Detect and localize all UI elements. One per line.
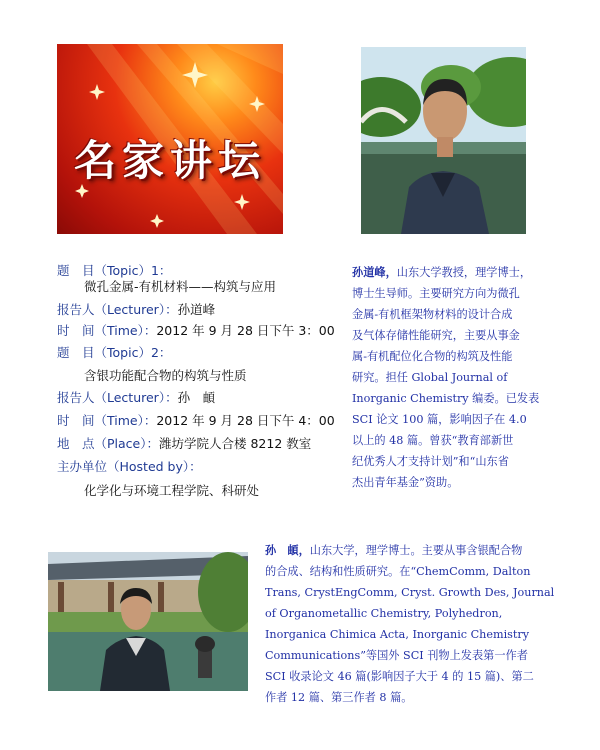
talk-2-topic-label: 题 目（Topic）2： [57,345,172,360]
talk-2-topic-value-row [84,367,247,385]
talk-1-lecturer-label: 报告人（Lecturer）： [57,302,178,317]
talk-2-time-value: 2012 年 9 月 28 日下午 4：00 [156,413,335,428]
bio2-name: 孙 頔， [265,543,310,557]
talk-2-topic-value: 含银功能配合物的构筑与性质 [84,368,247,383]
place-label: 地 点（Place）： [57,436,159,451]
bio1-line-7: SCI 论文 100 篇，影响因子在 4.0 [352,413,527,426]
bio1-line-6: Inorganic Chemistry 编委。已发表 [352,392,540,405]
lecturer-1-bio [352,262,552,493]
bio2-line-1: 的合成、结构和性质研究。在“ChemComm, Dalton [265,565,531,578]
host-value-row [84,482,259,500]
bio1-line-1: 博士生导师。主要研究方向为微孔 [352,287,520,300]
host-value: 化学化与环境工程学院、科研处 [84,483,260,498]
bio1-line-0: 孙道峰，山东大学教授，理学博士， [352,265,532,279]
host-row [57,458,202,476]
talk-1-lecturer-row [57,301,215,319]
place-value: 潍坊学院人合楼 8212 教室 [158,436,312,451]
talk-1-topic-value: 微孔金属-有机材料——构筑与应用 [84,279,277,294]
bio1-name: 孙道峰， [352,265,397,279]
talk-2-time-label: 时 间（Time）： [57,413,157,428]
bio1-line-2: 金属-有机框架物材料的设计合成 [352,308,513,321]
bio1-line-3: 及气体存储性能研究，主要从事金 [352,329,520,342]
talk-1-time-label: 时 间（Time）： [57,323,157,338]
talk-2-topic-row [57,344,171,362]
bio1-line-5: 研究。担任 Global Journal of [352,371,508,384]
talk-2-time-row [57,412,335,430]
lecturer-2-photo [48,552,248,691]
bio1-line-10: 杰出青年基金”资助。 [352,476,459,489]
talk-1-topic-label: 题 目（Topic）1： [57,263,172,278]
talk-2-lecturer-value: 孙 頔 [177,390,216,405]
talk-1-lecturer-value: 孙道峰 [177,302,216,317]
bio1-line-8: 以上的 48 篇。曾获“教育部新世 [352,434,514,447]
host-label: 主办单位（Hosted by）： [57,459,202,474]
lecture-banner [57,44,283,234]
bio2-line-0: 孙 頔，山东大学，理学博士。主要从事含银配合物 [265,543,523,557]
bio2-line-3: of Organometallic Chemistry, Polyhedron, [265,607,503,620]
bio1-line-9: 纪优秀人才支持计划”和“山东省 [352,455,509,468]
bio2-line-5: Communications”等国外 SCI 刊物上发表第一作者 [265,649,528,662]
talk-2-lecturer-row [57,389,215,407]
bio2-line-7: 作者 12 篇、第三作者 8 篇。 [265,691,413,704]
talk-1-topic-value-row [84,278,276,296]
lecturer-2-bio [265,540,560,708]
bio2-line-4: Inorganica Chimica Acta, Inorganic Chemistry [265,628,530,641]
talk-2-lecturer-label: 报告人（Lecturer）： [57,390,178,405]
bio2-line-2: Trans, CrystEngComm, Cryst. Growth Des, Journal [265,586,555,599]
bio1-line-4: 属-有机配位化合物的构筑及性能 [352,350,513,363]
place-row [57,435,311,453]
talk-1-time-value: 2012 年 9 月 28 日下午 3：00 [156,323,335,338]
lecturer-1-photo [361,47,526,234]
talk-1-time-row [57,322,335,340]
bio2-line-6: SCI 收录论文 46 篇(影响因子大于 4 的 15 篇)、第二 [265,670,534,683]
banner-title: 名家讲坛 [73,136,266,185]
